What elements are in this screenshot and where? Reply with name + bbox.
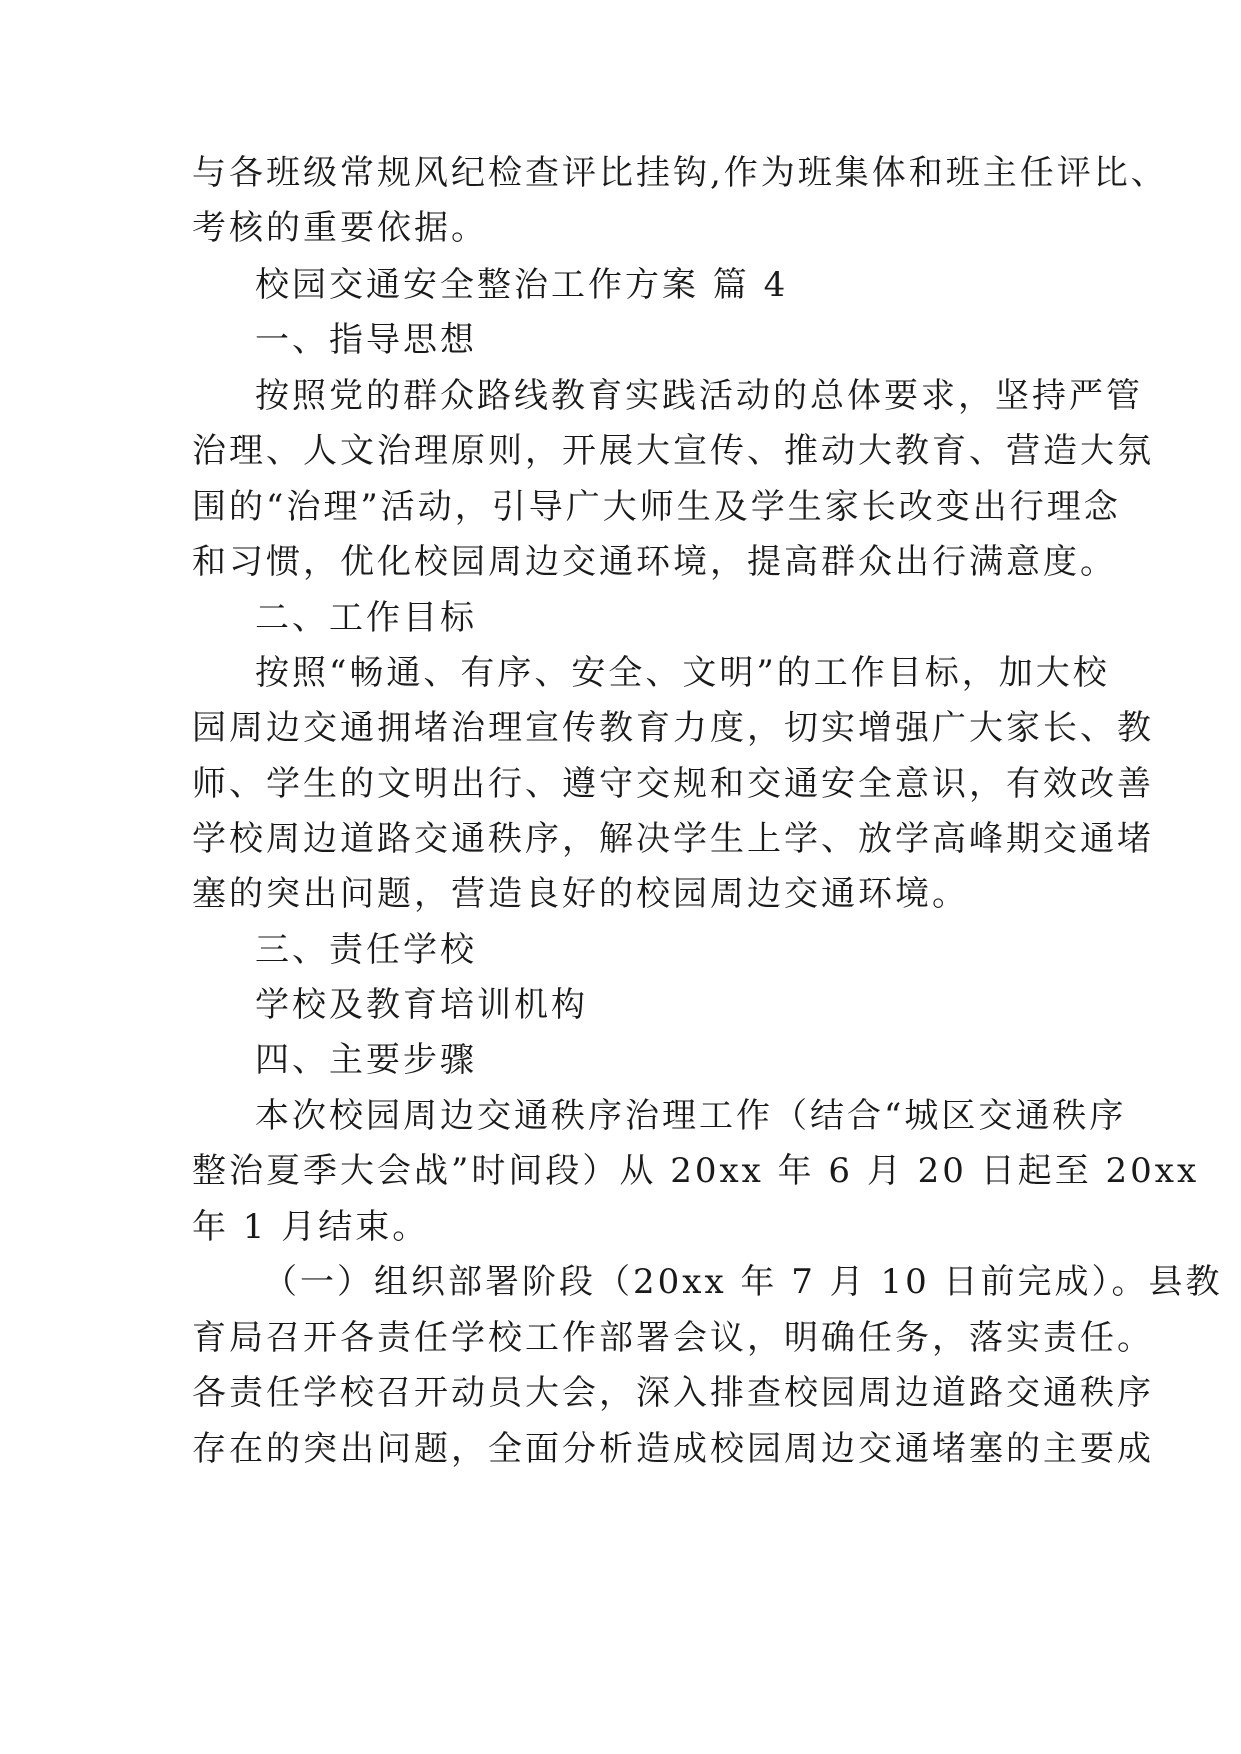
paragraph-line: 育局召开各责任学校工作部署会议，明确任务，落实责任。	[192, 1318, 1154, 1358]
paragraph-line: 存在的突出问题，全面分析造成校园周边交通堵塞的主要成	[192, 1429, 1154, 1469]
paragraph-line: 学校及教育培训机构	[255, 985, 588, 1025]
paragraph-line: 与各班级常规风纪检查评比挂钩,作为班集体和班主任评比、	[192, 153, 1168, 193]
paragraph-line: 学校周边道路交通秩序，解决学生上学、放学高峰期交通堵	[192, 819, 1154, 859]
paragraph-line: 围的“治理”活动，引导广大师生及学生家长改变出行理念	[192, 487, 1121, 527]
paragraph-line: 年 1 月结束。	[192, 1207, 430, 1247]
heading: 三、责任学校	[255, 930, 477, 970]
paragraph-line: 整治夏季大会战”时间段）从 20xx 年 6 月 20 日起至 20xx	[192, 1151, 1200, 1191]
paragraph-line: 园周边交通拥堵治理宣传教育力度，切实增强广大家长、教	[192, 708, 1154, 748]
heading: 二、工作目标	[255, 598, 477, 638]
heading: 四、主要步骤	[255, 1040, 477, 1080]
paragraph-line: 和习惯，优化校园周边交通环境，提高群众出行满意度。	[192, 542, 1117, 582]
paragraph-line: 师、学生的文明出行、遵守交规和交通安全意识，有效改善	[192, 764, 1154, 804]
paragraph-line: 塞的突出问题，营造良好的校园周边交通环境。	[192, 874, 969, 914]
paragraph-line: 本次校园周边交通秩序治理工作（结合“城区交通秩序	[255, 1096, 1127, 1136]
paragraph-line: 按照党的群众路线教育实践活动的总体要求，坚持严管	[255, 376, 1143, 416]
paragraph-line: 按照“畅通、有序、安全、文明”的工作目标，加大校	[255, 653, 1110, 693]
paragraph-line: 考核的重要依据。	[192, 208, 488, 248]
paragraph-line: 治理、人文治理原则，开展大宣传、推动大教育、营造大氛	[192, 431, 1154, 471]
heading: 一、指导思想	[255, 320, 477, 360]
paragraph-line: 各责任学校召开动员大会，深入排查校园周边道路交通秩序	[192, 1373, 1154, 1413]
paragraph-line: （一）组织部署阶段（20xx 年 7 月 10 日前完成）。县教	[263, 1262, 1223, 1302]
section-title: 校园交通安全整治工作方案 篇 4	[255, 265, 789, 305]
